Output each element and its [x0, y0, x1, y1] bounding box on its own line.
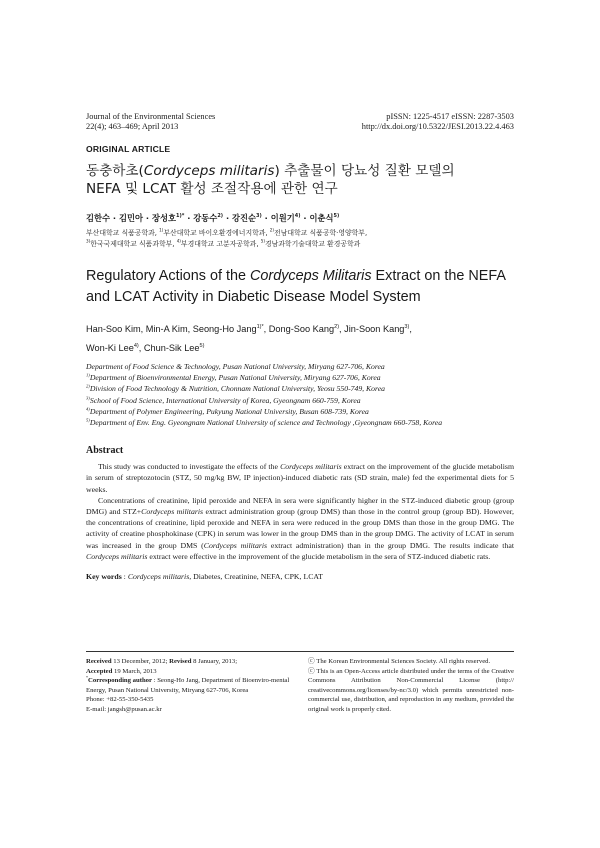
english-authors-line2: Won-Ki Lee$^{4)}$, Chun-Sik Lee$^{5)}$	[86, 342, 205, 353]
keywords: Key words : Cordyceps militaris, Diabetes, Creatinine, NEFA, CPK, LCAT	[86, 572, 323, 582]
issn: pISSN: 1225-4517 eISSN: 2287-3503	[386, 112, 514, 121]
article-footer	[86, 651, 514, 715]
footer-dates-contact	[86, 657, 292, 715]
english-authors	[86, 320, 514, 358]
doi-link[interactable]: http://dx.doi.org/10.5322/JESI.2013.22.4.463	[361, 122, 514, 131]
affiliation-line: $^{3)}$School of Food Science, International University of Korea, Gyeongnam 660-759, Korea	[86, 395, 361, 405]
affiliation-line: $^{1)}$Department of Bioenvironmental Energy, Pusan National University, Miryang 627-706, Korea	[86, 372, 381, 383]
korean-authors: 김한수 · 김민아 · 장성호$^{1)*}$ · 강동수$^{2)}$ · 강진순$^{3)}$ · 이원기$^{4)}$ · 이춘식$^{5)}$	[86, 213, 340, 223]
email[interactable]: E-mail: jangsh@pusan.ac.kr	[86, 705, 162, 713]
korean-author: 강진순	[232, 213, 257, 223]
korean-author: 김민아	[118, 213, 144, 223]
abstract-paragraph: This study was conducted to investigate the effects of the Cordyceps militaris extract on the improvement of the glucide metabolism in serum of streptozotocin (STZ, 50 mg/kg BW, IP injection)-induced diabetic rats (SD strain, male) fed the experimental diets for 5 weeks.	[86, 462, 515, 494]
english-title-line1: Regulatory Actions of the Cordyceps Militaris Extract on the NEFA	[86, 268, 506, 284]
journal-info	[86, 112, 215, 132]
copyright-notice: ⓒ The Korean Environmental Sciences Society. All rights reserved.	[308, 658, 491, 665]
korean-title	[86, 162, 514, 198]
korean-affiliation-line1: 부산대학교 식품공학과, $^{1)}$부산대학교 바이오환경에너지학과, $^{2)}$전남대학교 식품공학·영양학부,	[86, 227, 368, 237]
article-page	[86, 112, 514, 581]
journal-name: Journal of the Environmental Sciences	[86, 112, 216, 121]
license-notice: ⓒ This is an Open-Access article distributed under the terms of the Creative Commons Attribution Non-Commercial License (http:// creativecommons.org/licenses/by-nc/3.0) which permits unrestricted non-commercial use, distribution, and reproduction in any medium, provided the original work is properly cited.	[308, 667, 514, 713]
korean-title-line2: NEFA 및 LCAT 활성 조절작용에 관한 연구	[86, 181, 338, 197]
abstract-heading: Abstract	[86, 445, 124, 457]
affiliation-line: $^{2)}$Division of Food Technology & Nutrition, Chonnam National University, Yeosu 550-749, Korea	[86, 383, 385, 394]
english-title-line2: and LCAT Activity in Diabetic Disease Model System	[86, 289, 421, 305]
received-dates: Received 13 December, 2012; Revised 8 January, 2013;	[86, 658, 238, 665]
english-authors-line1: Han-Soo Kim, Min-A Kim, Seong-Ho Jang$^{1)*}$, Dong-Soo Kang$^{2)}$, Jin-Soon Kang$^{3)}$,	[86, 323, 412, 334]
korean-title-species: Cordyceps militaris	[143, 163, 275, 179]
corresponding-author: *Corresponding author : Seong-Ho Jang, Department of Bioenviro-mental Energy, Pusan National University, Miryang 627-706, Korea	[86, 674, 290, 694]
issn-info	[362, 112, 514, 132]
abstract-body	[86, 461, 514, 562]
english-title-species: Cordyceps Militaris	[250, 268, 372, 284]
affiliation-line: Department of Food Science & Technology, Pusan National University, Miryang 627-706, Korea	[86, 362, 385, 371]
korean-author: 장성호	[151, 213, 177, 223]
footer-copyright	[308, 657, 514, 715]
accepted-date: Accepted 19 March, 2013	[86, 667, 157, 675]
abstract-paragraph: Concentrations of creatinine, lipid peroxide and NEFA in sera were significantly higher in the STZ-induced diabetic group (group DMG) and STZ+Cordyceps militaris extract administration group (group DMS) than those in the control group (group BD). However, the concentrations of creatinine, lipid peroxide and NEFA in sera were reduced in the group DMS than those in the group DMG. The activity of creatine phosphokinase (CPK) in serum was lower in the group DMS than in the group DMG. The activity of LCAT in serum was increased in the group DMS (Cordyceps militaris extract administration) than in the group DMG. The results indicate that Cordyceps militaris extract were effective in the improvement of the glucide metabolism in the sera of STZ-induced diabetic rats.	[86, 495, 514, 561]
english-title	[86, 266, 514, 308]
journal-volume: 22(4); 463–469; April 2013	[86, 122, 179, 131]
phone: Phone: +82-55-350-5435	[86, 696, 154, 704]
korean-author: 김한수	[86, 213, 111, 223]
korean-author: 이원기	[270, 213, 295, 223]
english-affiliations	[86, 361, 514, 428]
korean-title-line1: 동충하초(Cordyceps militaris) 추출물이 당뇨성 질환 모델의	[86, 163, 455, 179]
korean-author: 이춘식	[309, 213, 334, 223]
korean-affiliations	[86, 228, 514, 250]
affiliation-line: $^{4)}$Department of Polymer Engineering, Pukyung National University, Busan 608-739, Korea	[86, 406, 369, 416]
affiliation-line: $^{5)}$Department of Env. Eng. Gyeongnam National University of science and Technology ,Gyeongnam 660-758, Korea	[86, 417, 443, 428]
article-type: ORIGINAL ARTICLE	[86, 144, 171, 154]
korean-affiliation-line2: $^{3)}$한국국제대학교 식품과학부, $^{4)}$부경대학교 고분자공학과, $^{5)}$경남과학기술대학교 환경공학과	[86, 238, 361, 248]
journal-header	[86, 112, 514, 132]
keywords-label: Key words	[86, 572, 122, 582]
korean-author: 강동수	[193, 213, 218, 223]
